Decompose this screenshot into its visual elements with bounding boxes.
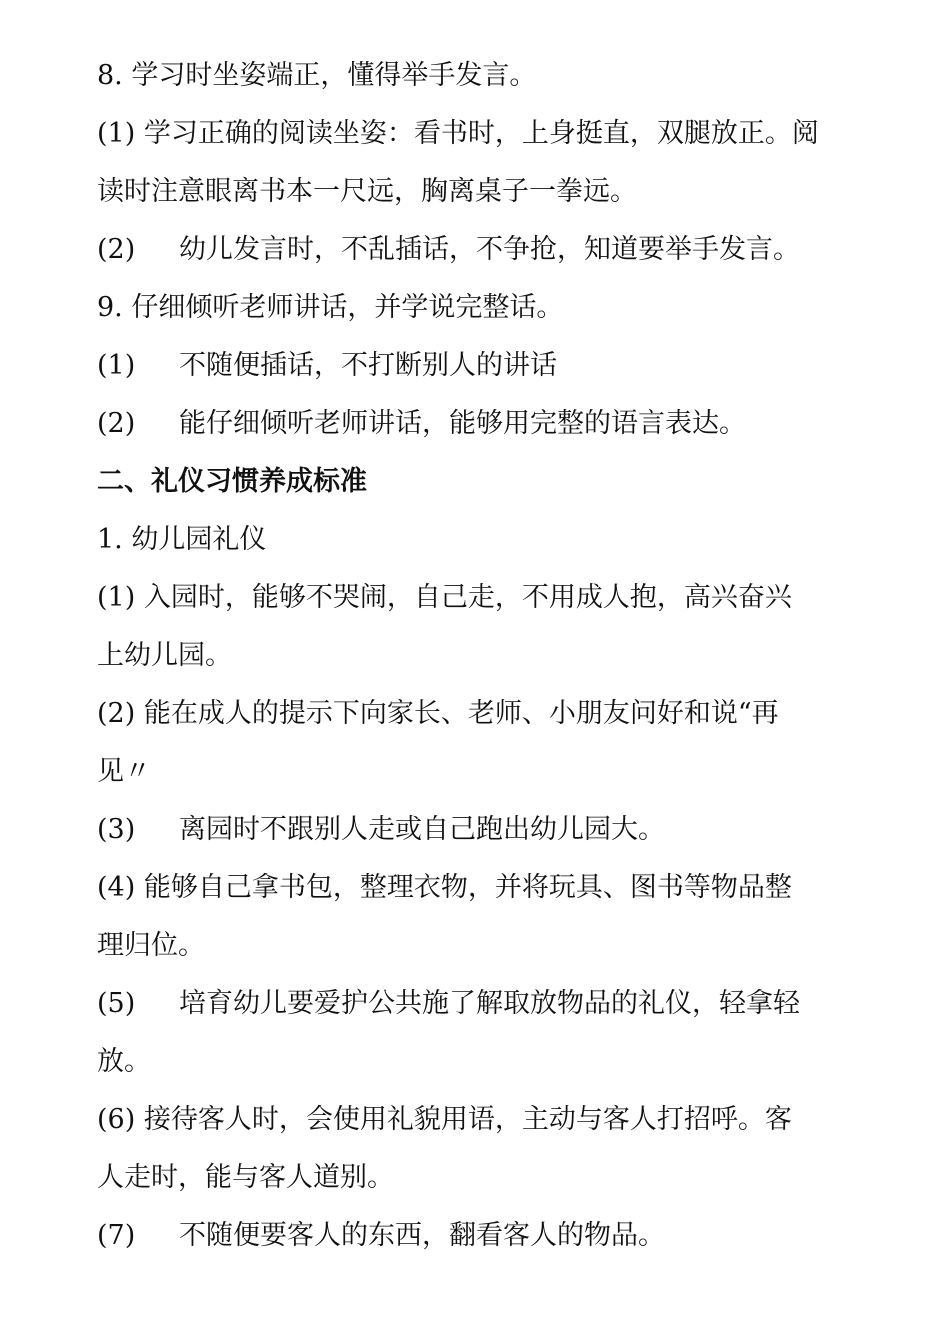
line-text: 培育幼儿要爱护公共施了解取放物品的礼仪，轻拿轻 (179, 988, 800, 1019)
numbered-line (97, 232, 897, 268)
section-heading (97, 464, 897, 500)
line-text: 不随便插话，不打断别人的讲话 (179, 350, 557, 381)
line-text: (2) 能在成人的提示下向家长、老师、小朋友问好和说“再 (97, 698, 779, 729)
paragraph-line (97, 174, 897, 210)
paragraph-line (97, 1102, 897, 1138)
line-text: 人走时，能与客人道别。 (97, 1162, 394, 1193)
line-text: 读时注意眼离书本一尺远，胸离桌子一拳远。 (97, 176, 637, 207)
line-number: (7) (97, 1220, 136, 1251)
paragraph-line (97, 1044, 897, 1080)
line-number: (2) (97, 234, 136, 265)
line-text: 离园时不跟别人走或自己跑出幼儿园大。 (179, 814, 665, 845)
paragraph-line (97, 638, 897, 674)
line-text: (1) 学习正确的阅读坐姿：看书时，上身挺直，双腿放正。阅 (97, 118, 819, 149)
line-number: (1) (97, 350, 136, 381)
numbered-line (97, 1218, 897, 1254)
line-text: 见〃 (97, 756, 151, 787)
section-title: 二、礼仪习惯养成标准 (97, 466, 367, 497)
line-number: (3) (97, 814, 136, 845)
line-text: 上幼儿园。 (97, 640, 232, 671)
line-text: 9. 仔细倾听老师讲话，并学说完整话。 (97, 292, 564, 323)
numbered-line (97, 812, 897, 848)
paragraph-line (97, 870, 897, 906)
numbered-line (97, 348, 897, 384)
line-text: 1. 幼儿园礼仪 (97, 524, 267, 555)
item-8-heading (97, 58, 897, 94)
line-text: 不随便要客人的东西，翻看客人的物品。 (179, 1220, 665, 1251)
line-text: 放。 (97, 1046, 151, 1077)
item-9-heading (97, 290, 897, 326)
line-text: 8. 学习时坐姿端正，懂得举手发言。 (97, 60, 537, 91)
paragraph-line (97, 928, 897, 964)
paragraph-line (97, 116, 897, 152)
numbered-line (97, 986, 897, 1022)
paragraph-line (97, 1160, 897, 1196)
line-text: 幼儿发言时，不乱插话，不争抢，知道要举手发言。 (179, 234, 800, 265)
line-text: (6) 接待客人时，会使用礼貌用语，主动与客人打招呼。客 (97, 1104, 792, 1135)
subsection-heading (97, 522, 897, 558)
paragraph-line (97, 580, 897, 616)
paragraph-line (97, 754, 897, 790)
paragraph-line (97, 696, 897, 732)
line-text: (1) 入园时，能够不哭闹，自己走，不用成人抱，高兴奋兴 (97, 582, 792, 613)
line-number: (5) (97, 988, 136, 1019)
line-text: 能仔细倾听老师讲话，能够用完整的语言表达。 (179, 408, 746, 439)
numbered-line (97, 406, 897, 442)
line-text: 理归位。 (97, 930, 205, 961)
line-number: (2) (97, 408, 136, 439)
line-text: (4) 能够自己拿书包，整理衣物，并将玩具、图书等物品整 (97, 872, 792, 903)
